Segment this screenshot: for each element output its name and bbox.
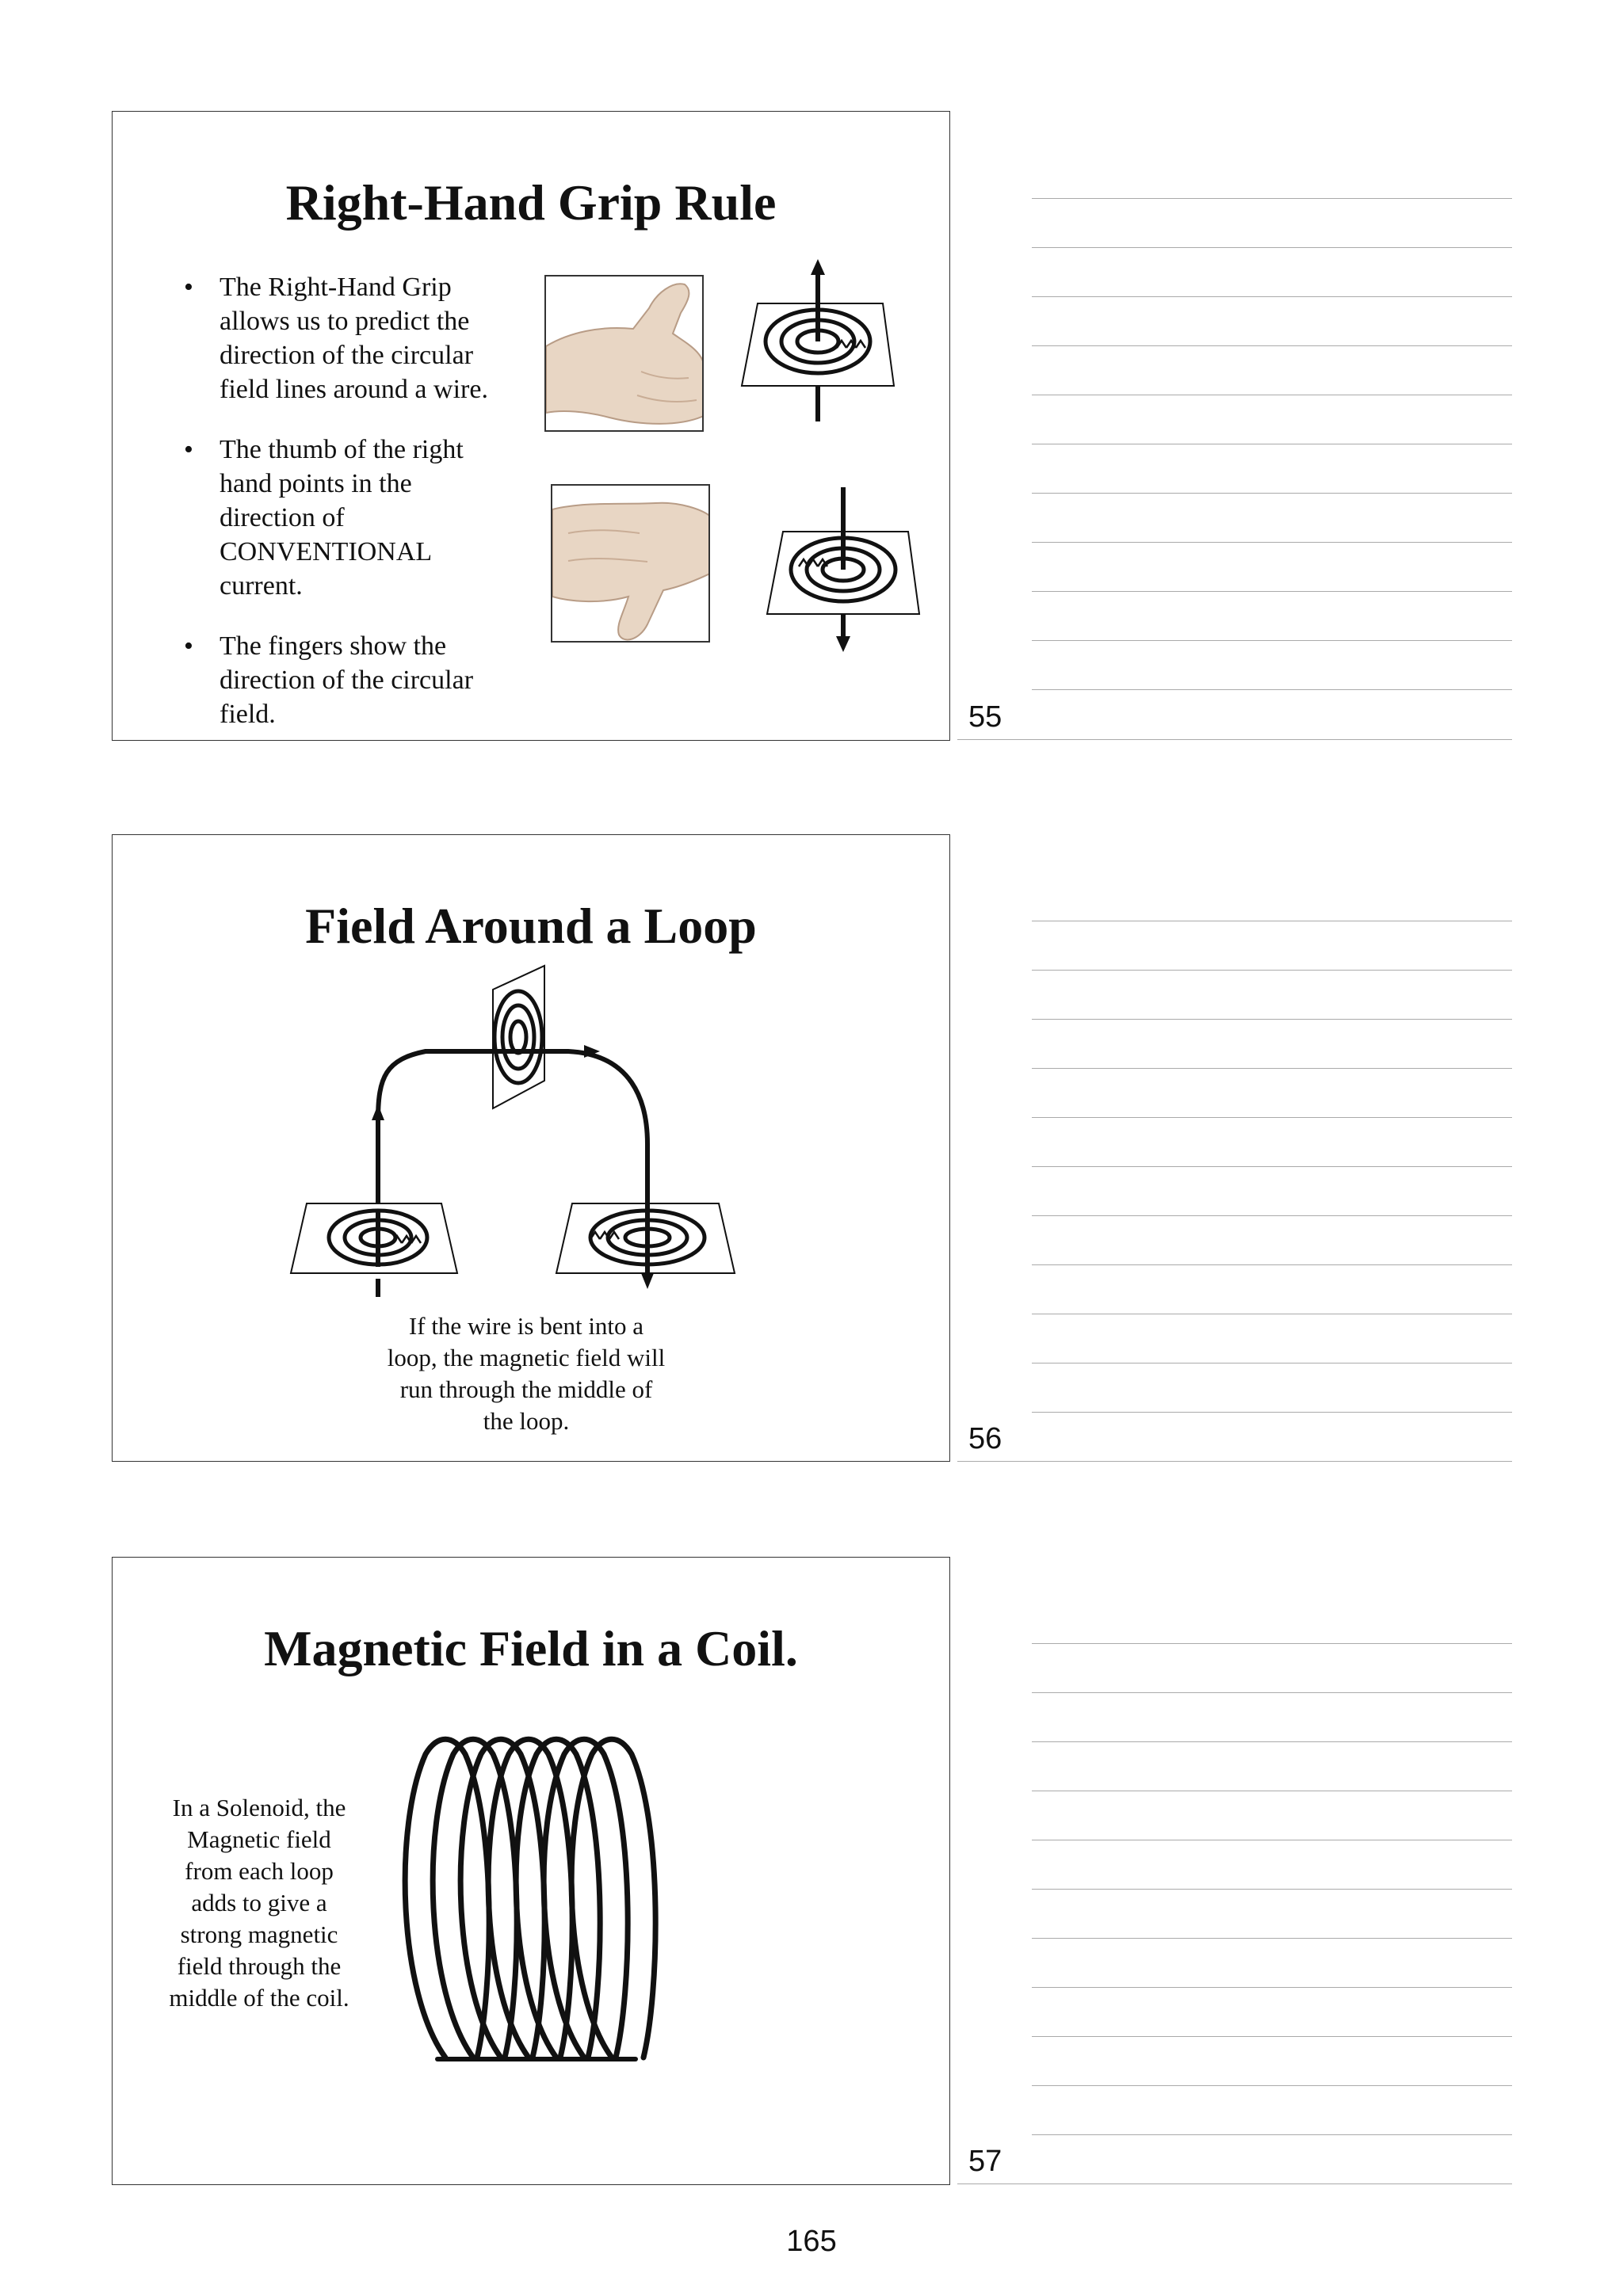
note-line	[1032, 1692, 1512, 1693]
bullet-item: • The fingers show the direction of the circular field.	[184, 629, 501, 731]
page-number: 165	[786, 2225, 837, 2258]
loop-field-diagram	[291, 966, 782, 1299]
note-line	[1032, 689, 1512, 690]
note-line	[1032, 2036, 1512, 2037]
note-line	[1032, 1412, 1512, 1413]
note-line	[1032, 296, 1512, 297]
note-line	[957, 2183, 1512, 2184]
note-line	[1032, 1938, 1512, 1939]
bullet-list	[184, 270, 501, 757]
note-line	[1032, 1643, 1512, 1644]
solenoid-coil-diagram	[390, 1730, 675, 2087]
slide-number: 56	[968, 1422, 1002, 1455]
note-line	[1032, 1068, 1512, 1069]
thumb-up-hand-image	[544, 275, 704, 432]
note-line	[957, 1461, 1512, 1462]
note-line	[1032, 247, 1512, 248]
wire-field-diagram	[756, 487, 930, 654]
note-line	[1032, 198, 1512, 199]
note-line	[957, 739, 1512, 740]
note-line	[1032, 591, 1512, 592]
slide-number: 57	[968, 2145, 1002, 2178]
bullet-item: • The Right-Hand Grip allows us to predict the direction of the circular field lines around a wire.	[184, 270, 501, 406]
thumb-down-hand-image	[551, 484, 710, 643]
bullet-item: • The thumb of the right hand points in the direction of CONVENTIONAL current.	[184, 433, 501, 603]
slide-57	[112, 1557, 950, 2185]
slide-title: Right-Hand Grip Rule	[285, 174, 777, 231]
note-line	[1032, 1019, 1512, 1020]
note-line	[1032, 970, 1512, 971]
note-line	[1032, 1741, 1512, 1742]
note-line	[1032, 1117, 1512, 1118]
slide-caption: If the wire is bent into a loop, the magnetic field will run through the middle of the loop.	[387, 1312, 666, 1435]
note-line	[1032, 1889, 1512, 1890]
wire-field-diagram	[731, 259, 905, 425]
note-line	[1032, 1987, 1512, 1988]
slide-56	[112, 834, 950, 1462]
note-line	[1032, 493, 1512, 494]
slide-number: 55	[968, 700, 1002, 734]
note-line	[1032, 345, 1512, 346]
note-line	[1032, 1215, 1512, 1216]
note-line	[1032, 2134, 1512, 2135]
slide-title: Magnetic Field in a Coil.	[264, 1620, 798, 1676]
slide-55	[112, 111, 950, 741]
slide-caption: In a Solenoid, the Magnetic field from each loop adds to give a strong magnetic field through the middle of the coil.	[169, 1794, 349, 2012]
note-line	[1032, 640, 1512, 641]
note-line	[1032, 2085, 1512, 2086]
note-line	[1032, 1166, 1512, 1167]
note-line	[1032, 542, 1512, 543]
note-line	[1032, 1264, 1512, 1265]
slide-title: Field Around a Loop	[305, 898, 757, 954]
